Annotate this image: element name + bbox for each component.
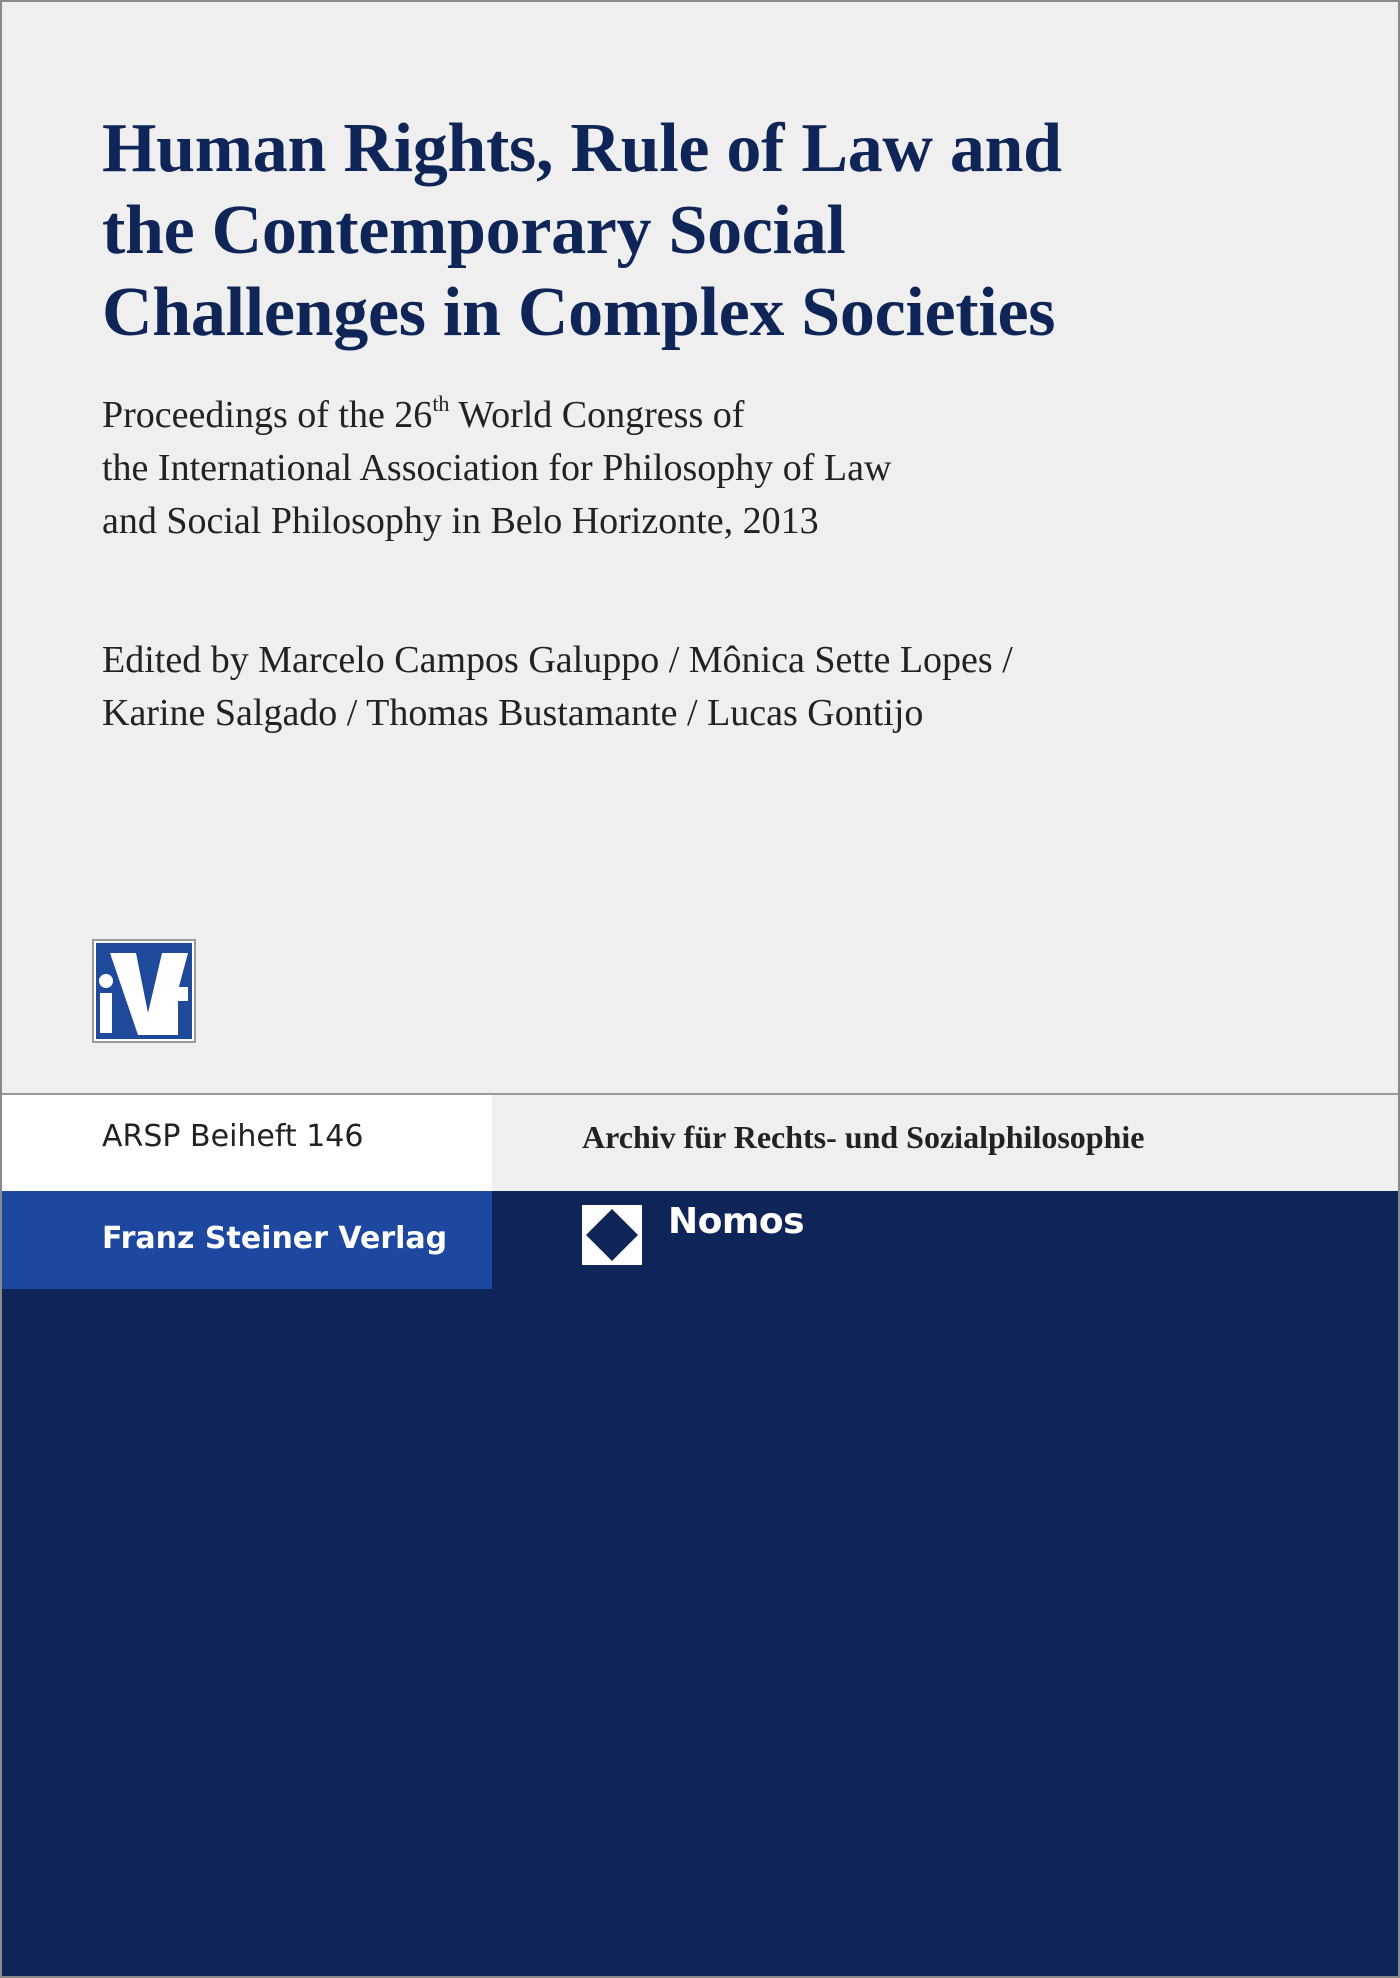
- subtitle-line-1: [102, 389, 1302, 442]
- ordinal-suffix: th: [432, 391, 450, 416]
- cover-lower-panel: [2, 1191, 1398, 1978]
- title-line-3: Challenges in Complex Societies: [102, 274, 1056, 351]
- subtitle-line-1-after: World Congress of: [449, 394, 745, 436]
- subtitle-line-1-before: Proceedings of the 26: [102, 394, 433, 436]
- publisher-nomos: Nomos: [668, 1201, 805, 1242]
- ivr-emblem-graphic: [96, 943, 192, 1039]
- title-line-1: Human Rights, Rule of Law and: [102, 110, 1062, 187]
- book-subtitle: [102, 389, 1302, 548]
- ivr-logo-icon: [92, 939, 196, 1043]
- editors-line-1: Edited by Marcelo Campos Galuppo / Mônica Sette Lopes /: [102, 639, 1013, 681]
- publisher-steiner: Franz Steiner Verlag: [102, 1221, 448, 1256]
- book-title: [102, 108, 1302, 354]
- editors-line-2: Karine Salgado / Thomas Bustamante / Lucas Gontijo: [102, 692, 924, 734]
- nomos-diamond-graphic: [582, 1205, 642, 1265]
- editors: [102, 634, 1302, 740]
- nomos-logo-icon: [582, 1205, 642, 1265]
- subtitle-line-3: and Social Philosophy in Belo Horizonte, 2013: [102, 500, 819, 542]
- title-line-2: the Contemporary Social: [102, 192, 846, 269]
- series-label: ARSP Beiheft 146: [102, 1119, 364, 1154]
- subtitle-line-2: the International Association for Philosophy of Law: [102, 447, 892, 489]
- journal-name: Archiv für Rechts- und Sozialphilosophie: [582, 1119, 1145, 1155]
